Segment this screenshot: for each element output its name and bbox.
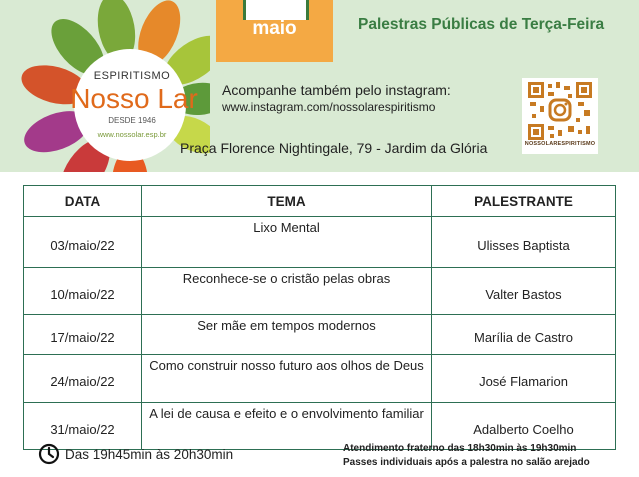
instagram-link[interactable]: www.instagram.com/nossolarespiritismo [222,100,436,114]
lecture-speaker: Marília de Castro [432,315,616,355]
lecture-speaker: Adalberto Coelho [432,403,616,450]
instagram-prompt: Acompanhe também pelo instagram: [222,82,451,98]
logo-since: DESDE 1946 [108,116,156,125]
lecture-date: 31/maio/22 [24,403,142,450]
lecture-date: 10/maio/22 [24,268,142,315]
lecture-speaker: Valter Bastos [432,268,616,315]
table-header-row [24,186,616,217]
lecture-theme: Lixo Mental [142,217,432,268]
lecture-speaker: Ulisses Baptista [432,217,616,268]
instagram-qr-code[interactable] [522,78,598,154]
lecture-theme: Ser mãe em tempos modernos [142,315,432,355]
schedule-time-text: Das 19h45min às 20h30min [65,447,234,462]
lecture-theme: A lei de causa e efeito e o envolvimento familiar [142,403,432,450]
lecture-date: 17/maio/22 [24,315,142,355]
lecture-theme: Como construir nosso futuro aos olhos de Deus [142,355,432,403]
fraternal-service-note: Atendimento fraterno das 18h30min às 19h30min [343,443,577,454]
tab-pin-left [243,0,246,20]
month-tab-strip [243,0,309,20]
passes-note: Passes individuais após a palestra no salão arejado [343,457,590,468]
table-row [24,268,616,315]
nosso-lar-logo [0,0,210,172]
table-row [24,315,616,355]
clock-icon [38,443,60,465]
tab-pin-right [306,0,309,20]
address: Praça Florence Nightingale, 79 - Jardim da Glória [180,140,488,156]
page-title: Palestras Públicas de Terça-Feira [358,16,605,33]
footer-notes [343,442,635,470]
header-speaker: PALESTRANTE [432,186,616,217]
lecture-theme: Reconhece-se o cristão pelas obras [142,268,432,315]
header-banner [0,0,639,172]
qr-code-icon [528,82,592,140]
month-tab [216,0,333,62]
logo-website[interactable]: www.nossolar.esp.br [97,130,167,139]
schedule-table [23,185,616,450]
table-row [24,355,616,403]
logo-name: Nosso Lar [70,83,198,114]
lecture-date: 24/maio/22 [24,355,142,403]
header-date: DATA [24,186,142,217]
logo-tagline: ESPIRITISMO [93,70,171,82]
month-label: maio [252,18,297,39]
table-row [24,217,616,268]
header-theme: TEMA [142,186,432,217]
lecture-speaker: José Flamarion [432,355,616,403]
qr-label: NOSSOLARESPIRITISMO [524,141,596,147]
lecture-date: 03/maio/22 [24,217,142,268]
